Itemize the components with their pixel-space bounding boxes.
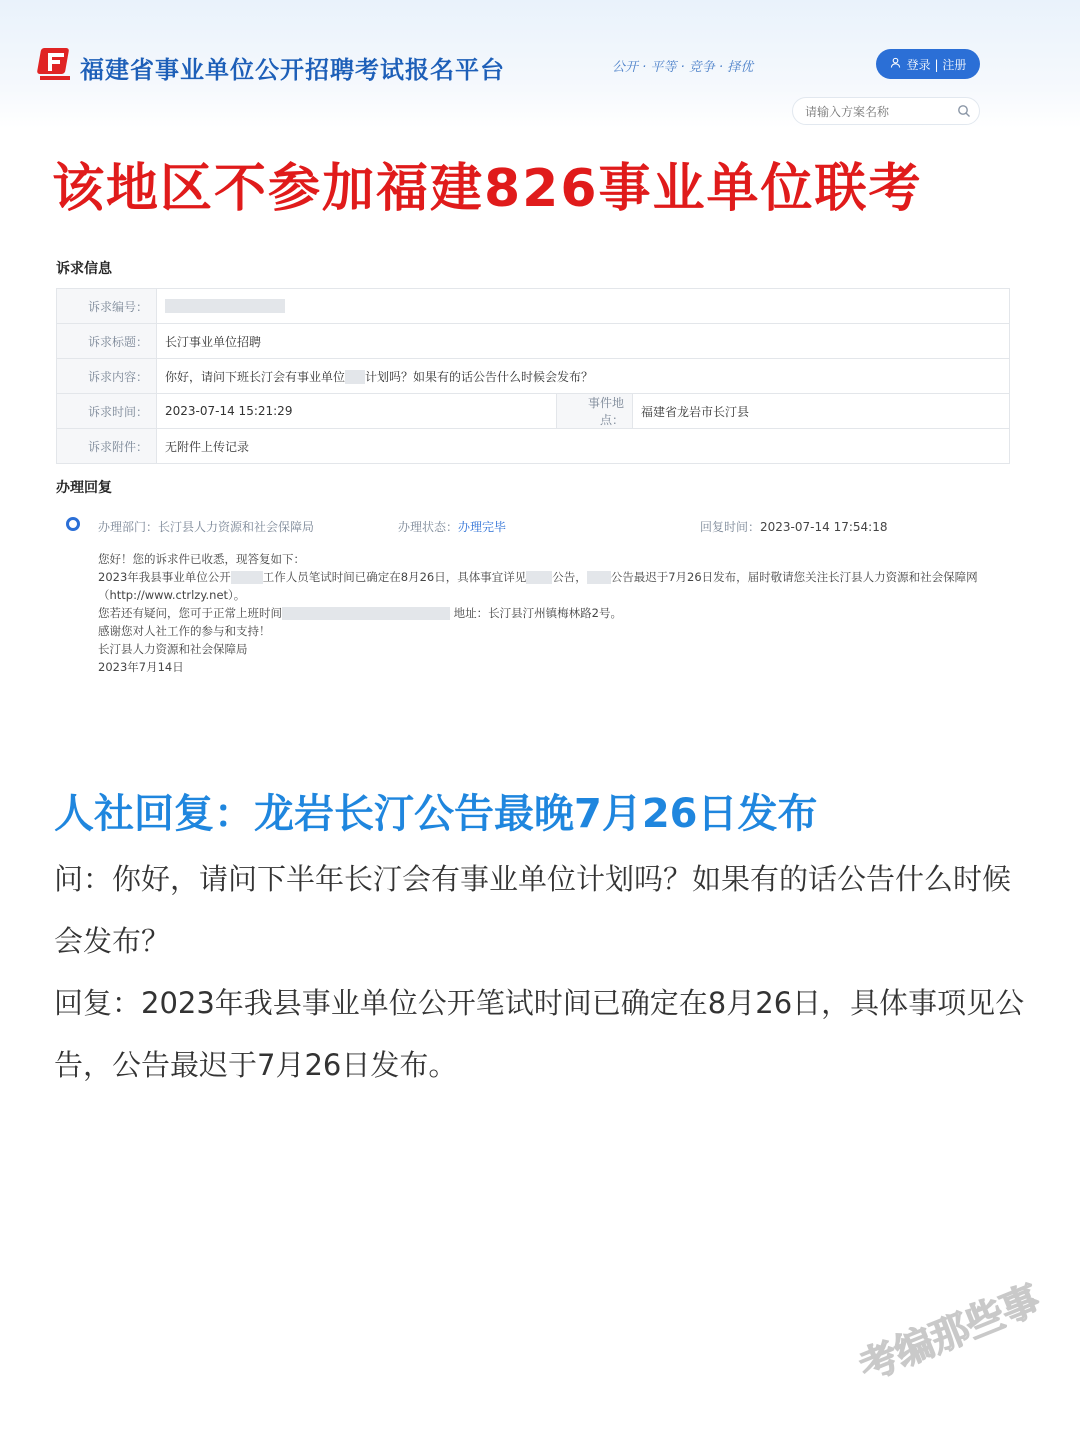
watermark: 考编那些事 [853, 1277, 1047, 1390]
reply-text: 2023年我县事业单位公开 [98, 570, 231, 584]
appeal-location-label: 事件地点： [557, 394, 633, 429]
search-box[interactable] [792, 97, 980, 125]
table-row [57, 359, 1010, 394]
appeal-content-part: 计划吗？如果有的话公告什么时候会发布？ [365, 369, 594, 384]
reply-section-title: 办理回复 [56, 480, 112, 496]
platform-logo-icon [36, 44, 76, 84]
redacted-block [231, 571, 263, 584]
user-icon [890, 57, 901, 71]
reply-status [398, 518, 506, 535]
timeline-dot-icon [66, 517, 80, 531]
reply-text: 地址：长汀县汀州镇梅林路2号。 [453, 606, 622, 620]
reply-line: 长汀县人力资源和社会保障局 [98, 642, 248, 656]
reply-line [98, 604, 998, 622]
login-register-button[interactable] [876, 49, 980, 79]
appeal-number-label: 诉求编号： [57, 289, 157, 324]
summary-answer: 回复：2023年我县事业单位公开笔试时间已确定在8月26日，具体事项见公告，公告最迟于7月26日发布。 [54, 986, 1025, 1082]
reply-body [98, 550, 998, 676]
table-row [57, 289, 1010, 324]
redacted-block [345, 370, 365, 384]
login-register-label: 登录 | 注册 [906, 57, 967, 72]
summary-title: 人社回复：龙岩长汀公告最晚7月26日发布 [54, 791, 818, 837]
appeal-location-value: 福建省龙岩市长汀县 [633, 394, 1010, 429]
redacted-block [526, 571, 552, 584]
reply-line: 您好！您的诉求件已收悉，现答复如下： [98, 552, 305, 566]
table-row [57, 429, 1010, 464]
appeal-content-value [157, 359, 1010, 394]
table-row [57, 324, 1010, 359]
appeal-time-label: 诉求时间： [57, 394, 157, 429]
appeal-time-value: 2023-07-14 15:21:29 [157, 394, 557, 429]
site-title[interactable]: 福建省事业单位公开招聘考试报名平台 [80, 56, 505, 84]
appeal-info-table [56, 288, 1010, 464]
site-header [0, 0, 1080, 128]
summary-question: 问：你好，请问下半年长汀会有事业单位计划吗？如果有的话公告什么时候会发布？ [54, 862, 1012, 958]
redacted-block [165, 299, 285, 313]
reply-line [98, 568, 998, 586]
appeal-content-label: 诉求内容： [57, 359, 157, 394]
reply-department: 办理部门：长汀县人力资源和社会保障局 [98, 520, 315, 534]
reply-text: 您若还有疑问，您可于正常上班时间 [98, 606, 282, 620]
redacted-block [587, 571, 611, 584]
reply-header [56, 516, 1016, 536]
headline: 该地区不参加福建826事业单位联考 [52, 159, 923, 219]
reply-status-label: 办理状态： [398, 520, 459, 534]
appeal-number-value [157, 289, 1010, 324]
appeal-attachment-value: 无附件上传记录 [157, 429, 1010, 464]
reply-text: 工作人员笔试时间已确定在8月26日，具体事宜详见 [262, 570, 527, 584]
reply-time-label: 回复时间： [700, 520, 761, 534]
table-row [57, 394, 1010, 429]
reply-line: （http://www.ctrlzy.net）。 [98, 588, 246, 602]
reply-time [700, 518, 887, 535]
search-icon[interactable] [957, 104, 971, 118]
reply-text: 公告， [552, 570, 587, 584]
appeal-section-title: 诉求信息 [56, 261, 112, 277]
search-input[interactable] [803, 103, 955, 121]
appeal-attachment-label: 诉求附件： [57, 429, 157, 464]
appeal-content-part: 你好，请问下班长汀会有事业单位 [165, 369, 346, 384]
site-slogan: 公开 · 平等 · 竞争 · 择优 [612, 60, 754, 75]
reply-time-value: 2023-07-14 17:54:18 [760, 520, 888, 534]
reply-text: 公告最迟于7月26日发布，届时敬请您关注长汀县人力资源和社会保障网 [610, 570, 978, 584]
appeal-title-label: 诉求标题： [57, 324, 157, 359]
redacted-block [282, 607, 450, 620]
reply-line: 2023年7月14日 [98, 660, 184, 674]
reply-line: 感谢您对人社工作的参与和支持！ [98, 624, 271, 638]
appeal-title-value: 长汀事业单位招聘 [157, 324, 1010, 359]
reply-status-value: 办理完毕 [458, 520, 507, 534]
